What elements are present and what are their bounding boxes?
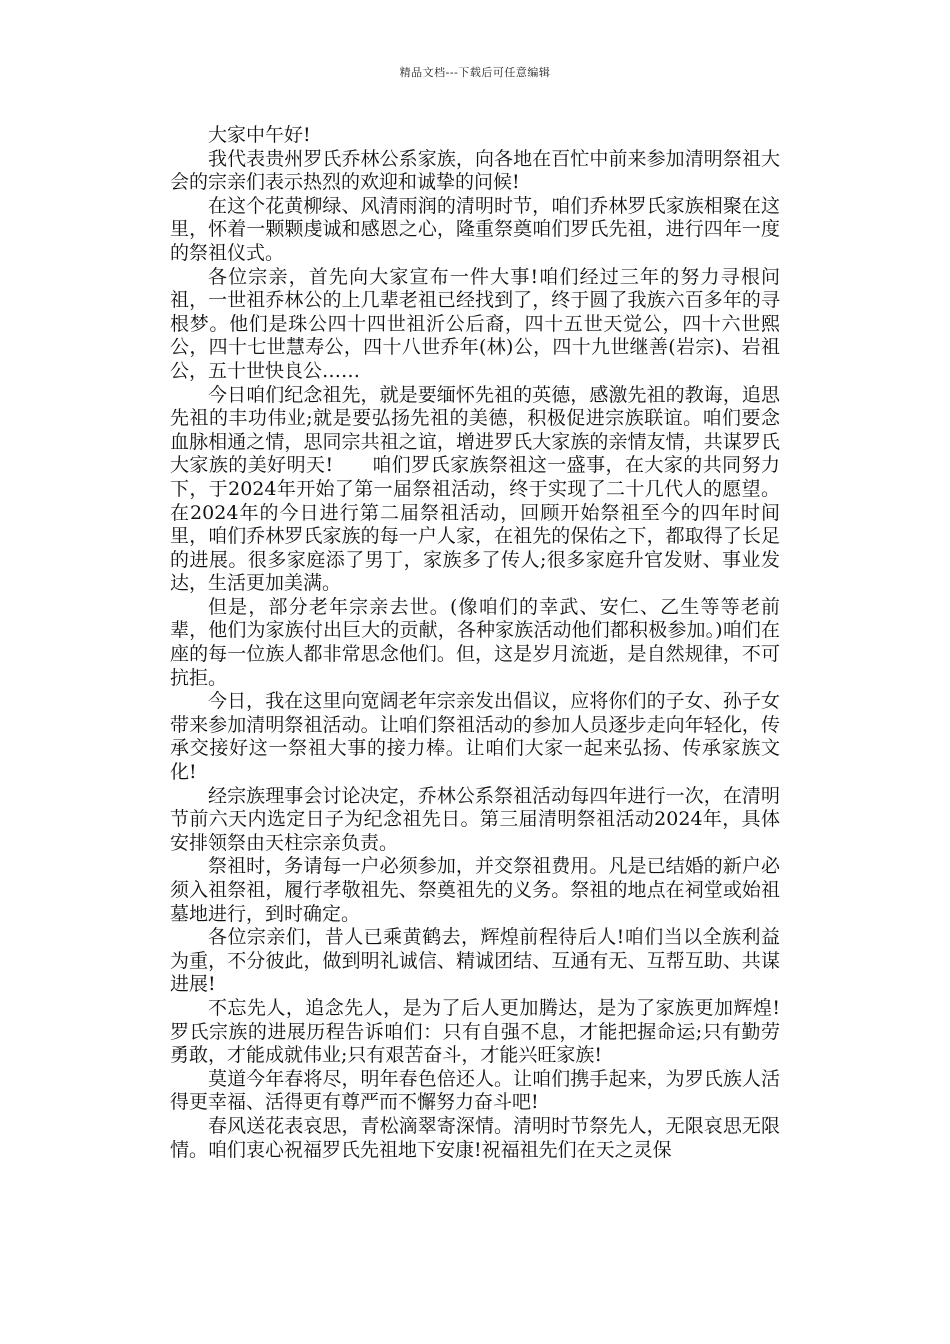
paragraph-announcement: 各位宗亲，首先向大家宣布一件大事!咱们经过三年的努力寻根问祖，一世祖乔林公的上几辈老祖已经找到了，终于圆了我族六百多年的寻根梦。他们是珠公四十四世祖沂公后裔，四十五世天觉公，四十六世熙公，四十七世慧寿公，四十八世乔年(林)公，四十九世继善(岩宗)、岩祖公，五十世快良公……	[170, 265, 780, 382]
paragraph-spring: 莫道今年春将尽，明年春色倍还人。让咱们携手起来，为罗氏族人活得更幸福、活得更有尊严而不懈努力奋斗吧!	[170, 1067, 780, 1114]
paragraph-proposal: 今日，我在这里向宽阔老年宗亲发出倡议，应将你们的子女、孙子女带来参加清明祭祖活动。让咱们祭祖活动的参加人员逐步走向年轻化，传承交接好这一祭祖大事的接力棒。让咱们大家一起来弘扬、传承家族文化!	[170, 690, 780, 784]
paragraph-welcome: 我代表贵州罗氏乔林公系家族，向各地在百忙中前来参加清明祭祖大会的宗亲们表示热烈的欢迎和诚挚的问候!	[170, 147, 780, 194]
paragraph-commemoration: 今日咱们纪念祖先，就是要缅怀先祖的英德，感激先祖的教诲，追思先祖的丰功伟业;就是要弘扬先祖的美德，积极促进宗族联谊。咱们要念血脉相通之情，思同宗共祖之谊，增进罗氏大家族的亲情友情，共谋罗氏大家族的美好明天! 咱们罗氏家族祭祖这一盛事，在大家的共同努力下，于2024年开始了第一届祭祖活动，终于实现了二十几代人的愿望。在2024年的今日进行第二届祭祖活动，回顾开始祭祖至今的四年时间里，咱们乔林罗氏家族的每一户人家，在祖先的保佑之下，都取得了长足的进展。很多家庭添了男丁，家族多了传人;很多家庭升官发财、事业发达，生活更加美满。	[170, 383, 780, 595]
paragraph-blessing: 春风送花表哀思，青松滴翠寄深情。清明时节祭先人，无限哀思无限情。咱们衷心祝福罗氏先祖地下安康!祝福祖先们在天之灵保	[170, 1114, 780, 1161]
paragraph-elders: 但是，部分老年宗亲去世。(像咱们的幸武、安仁、乙生等等老前辈，他们为家族付出巨大的贡献，各种家族活动他们都积极参加。)咱们在座的每一位族人都非常思念他们。但，这是岁月流逝，是自然规律，不可抗拒。	[170, 595, 780, 689]
paragraph-greeting: 大家中午好!	[208, 124, 311, 146]
page-header: 精品文档---下载后可任意编辑	[399, 66, 551, 79]
paragraph-unity: 各位宗亲们，昔人已乘黄鹤去，辉煌前程待后人!咱们当以全族利益为重，不分彼此，做到明礼诚信、精诚团结、互通有无、互帮互助、共谋进展!	[170, 926, 780, 996]
paragraph-decision: 经宗族理事会讨论决定，乔林公系祭祖活动每四年进行一次，在清明节前六天内选定日子为纪念祖先日。第三届清明祭祖活动2024年，具体安排领祭由天柱宗亲负责。	[170, 784, 780, 854]
paragraph-history: 不忘先人，追念先人，是为了后人更加腾达，是为了家族更加辉煌!罗氏宗族的进展历程告诉咱们：只有自强不息，才能把握命运;只有勤劳勇敢，才能成就伟业;只有艰苦奋斗，才能兴旺家族!	[170, 996, 780, 1067]
paragraph-qingming: 在这个花黄柳绿、风清雨润的清明时节，咱们乔林罗氏家族相聚在这里，怀着一颗颗虔诚和感恩之心，隆重祭奠咱们罗氏先祖，进行四年一度的祭祖仪式。	[170, 194, 780, 264]
document-body	[170, 124, 780, 1162]
paragraph-participation: 祭祖时，务请每一户必须参加，并交祭祖费用。凡是已结婚的新户必须入祖祭祖，履行孝敬祖先、祭奠祖先的义务。祭祖的地点在祠堂或始祖墓地进行，到时确定。	[170, 855, 780, 925]
